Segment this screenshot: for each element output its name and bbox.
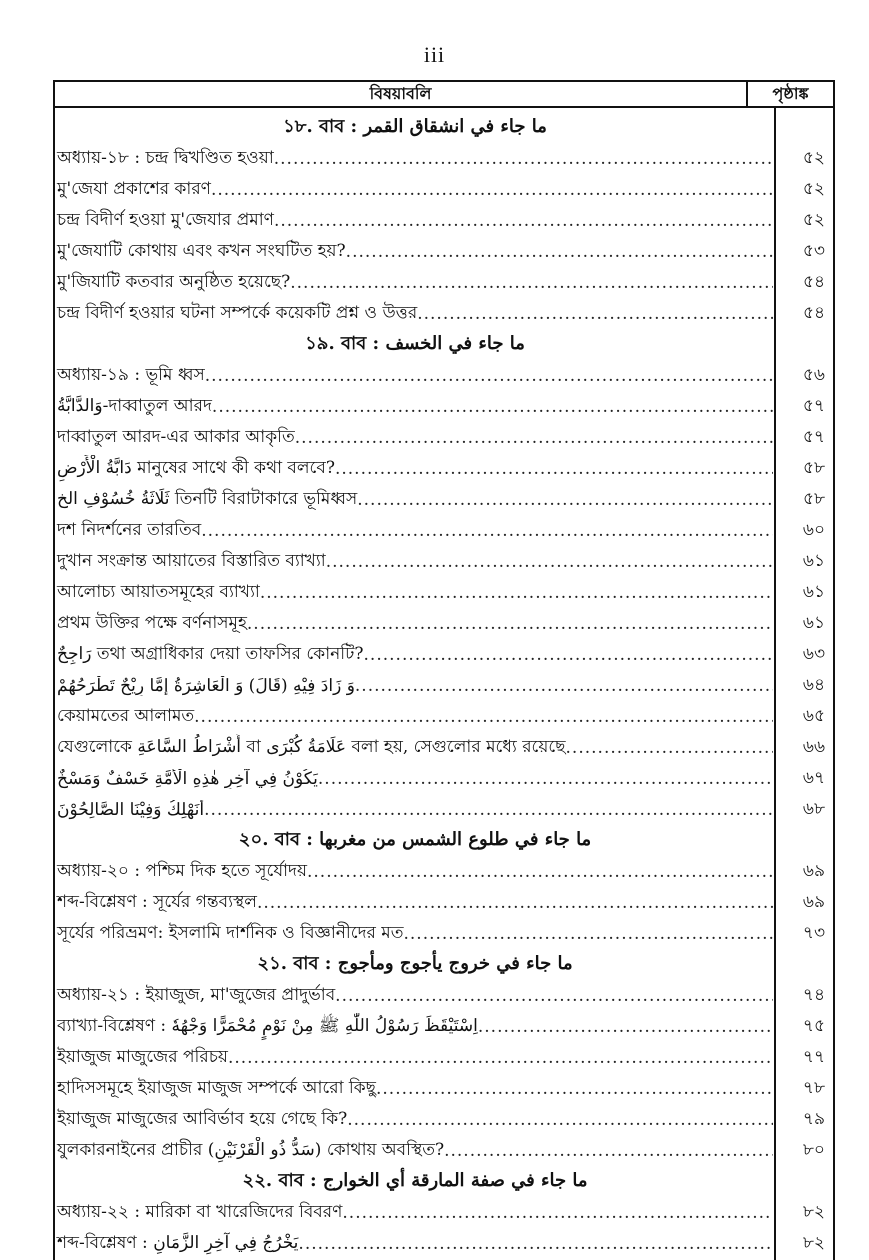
toc-entry <box>55 577 833 608</box>
toc-entry <box>55 980 833 1011</box>
entry-title <box>55 238 773 266</box>
entry-page-number: ৬০ <box>802 519 825 540</box>
leader-dots <box>307 862 773 882</box>
toc-entry <box>55 887 833 918</box>
entry-page-number: ৬১ <box>802 550 825 571</box>
entry-title <box>55 1013 773 1041</box>
entry-page-number: ৫৭ <box>802 395 825 416</box>
entry-text: অধ্যায়-২২ : মারিকা বা খারেজিদের বিবরণ <box>57 1201 343 1222</box>
entry-text: أَنَهْلِكُ وَفِيْنَا الصَّالِحُوْنَ <box>57 799 205 820</box>
toc-entry <box>55 267 833 298</box>
entry-page-number: ৬৫ <box>802 705 825 726</box>
toc-entry <box>55 391 833 422</box>
entry-page-number: ৬৯ <box>802 891 825 912</box>
leader-dots <box>247 614 773 634</box>
leader-dots <box>357 490 773 510</box>
entry-page-number: ৭৪ <box>802 984 825 1005</box>
entry-page-number: ৭৮ <box>802 1077 825 1098</box>
leader-dots <box>326 552 773 572</box>
entry-page-number: ৫৮ <box>802 457 825 478</box>
entry-text: অধ্যায়-২০ : পশ্চিম দিক হতে সূর্যোদয় <box>57 860 307 881</box>
entry-text: মু'জিযাটি কতবার অনুষ্ঠিত হয়েছে? <box>57 271 291 292</box>
entry-text: প্রথম উক্তির পক্ষে বর্ণনাসমূহ <box>57 612 247 633</box>
entry-title <box>55 424 773 452</box>
entry-title <box>55 676 773 696</box>
toc-entry <box>55 360 833 391</box>
toc-header <box>55 82 833 108</box>
entry-text: শব্দ-বিশ্লেষণ : সূর্যের গন্তব্যস্থল <box>57 891 257 912</box>
entry-page-number: ৭৯ <box>802 1108 825 1129</box>
toc-entry <box>55 670 833 701</box>
leader-dots <box>295 428 773 448</box>
leader-dots <box>347 1110 773 1130</box>
entry-page-number: ৭৭ <box>802 1046 825 1067</box>
leader-dots <box>335 459 773 479</box>
entry-page-number: ৬৮ <box>802 798 825 819</box>
entry-text: ২০. বাব : ما جاء في طلوع الشمس من مغربها <box>238 829 592 850</box>
entry-title <box>55 734 773 762</box>
entry-title <box>55 949 773 980</box>
toc-entry <box>55 453 833 484</box>
entry-text: ২২. বাব : ما جاء في صفة المارقة أي الخوارج <box>242 1170 588 1191</box>
leader-dots <box>318 769 773 789</box>
entry-title <box>55 455 773 483</box>
toc-entry <box>55 1197 833 1228</box>
entry-page-number: ৭৫ <box>802 1015 825 1036</box>
toc-entry <box>55 608 833 639</box>
toc-entry <box>55 701 833 732</box>
leader-dots <box>205 366 773 386</box>
toc-entry <box>55 918 833 949</box>
leader-dots <box>342 1203 773 1223</box>
toc-entry <box>55 1135 833 1166</box>
entry-page-number: ৫২ <box>802 209 825 230</box>
toc-entry <box>55 422 833 453</box>
entry-title <box>55 800 773 820</box>
toc-rows <box>55 112 833 1259</box>
entry-title <box>55 1230 773 1258</box>
entry-page-number: ৫৬ <box>802 364 825 385</box>
entry-page-number: ৬৭ <box>802 767 825 788</box>
entry-text: ১৯. বাব : ما جاء في الخسف <box>305 333 525 354</box>
section-heading <box>55 949 833 980</box>
entry-text: দাব্বাতুল আরদ-এর আকার আকৃতি <box>57 426 295 447</box>
leader-dots <box>194 707 773 727</box>
entry-page-number: ৭৩ <box>802 922 825 943</box>
entry-title <box>55 1075 773 1103</box>
entry-page-number: ৫৪ <box>802 302 825 323</box>
entry-page-number: ৬৩ <box>802 643 825 664</box>
toc-entry <box>55 143 833 174</box>
entry-title <box>55 207 773 235</box>
entry-title <box>55 579 773 607</box>
entry-text: হাদিসসমূহে ইয়াজুজ মাজুজ সম্পর্কে আরো কিছু <box>57 1077 376 1098</box>
entry-text: অধ্যায়-২১ : ইয়াজুজ, মা'জুজের প্রাদুর্ভাব <box>57 984 336 1005</box>
entry-text: সূর্যের পরিভ্রমণ: ইসলামি দার্শনিক ও বিজ্ঞানীদের মত <box>57 922 404 943</box>
leader-dots <box>355 676 773 696</box>
entry-page-number: ৮০ <box>802 1139 825 1160</box>
leader-dots <box>417 304 773 324</box>
entry-title <box>55 486 773 514</box>
entry-title <box>55 1106 773 1134</box>
entry-title <box>55 300 773 328</box>
header-subject: বিষয়াবলি <box>55 82 748 106</box>
leader-dots <box>211 180 773 200</box>
table-of-contents <box>53 80 835 1260</box>
entry-page-number: ৬১ <box>802 612 825 633</box>
entry-title <box>55 769 773 789</box>
toc-entry <box>55 732 833 763</box>
entry-text: ইয়াজুজ মাজুজের পরিচয় <box>57 1046 228 1067</box>
toc-entry <box>55 484 833 515</box>
toc-entry <box>55 205 833 236</box>
entry-title <box>55 329 773 360</box>
entry-page-number: ৫২ <box>802 147 825 168</box>
entry-text: ২১. বাব : ما جاء في خروج يأجوج ومأجوج <box>257 953 573 974</box>
entry-page-number: ৮২ <box>802 1201 825 1222</box>
entry-title <box>55 393 773 421</box>
entry-text: অধ্যায়-১৯ : ভূমি ধ্বস <box>57 364 205 385</box>
leader-dots <box>274 211 773 231</box>
entry-text: ১৮. বাব : ما جاء في انشقاق القمر <box>283 116 547 137</box>
leader-dots <box>403 924 773 944</box>
entry-page-number: ৫২ <box>802 178 825 199</box>
leader-dots <box>376 1079 773 1099</box>
entry-page-number: ৬৯ <box>802 860 825 881</box>
entry-page-number: ৫৪ <box>802 271 825 292</box>
entry-title <box>55 1044 773 1072</box>
entry-title <box>55 825 773 856</box>
toc-entry <box>55 515 833 546</box>
toc-entry <box>55 1228 833 1259</box>
entry-title <box>55 269 773 297</box>
toc-entry <box>55 546 833 577</box>
entry-text: মু'জেযা প্রকাশের কারণ <box>57 178 211 199</box>
toc-entry <box>55 794 833 825</box>
leader-dots <box>260 583 773 603</box>
leader-dots <box>290 273 773 293</box>
entry-text: ইয়াজুজ মাজুজের আবির্ভাব হয়ে গেছে কি? <box>57 1108 348 1129</box>
toc-entry <box>55 298 833 329</box>
leader-dots <box>274 149 773 169</box>
entry-text: যুলকারনাইনের প্রাচীর (سَدُّ ذُو الْقَرْنَيْنِ) কোথায় অবস্থিত? <box>57 1139 445 1160</box>
leader-dots <box>228 1048 773 1068</box>
section-heading <box>55 1166 833 1197</box>
entry-page-number: ৮২ <box>802 1232 825 1253</box>
entry-title <box>55 1199 773 1227</box>
entry-page-number: ৫৩ <box>802 240 825 261</box>
entry-text: ثَلَاثَةُ خُسُوْفِ الخ তিনটি বিরাটাকারে ভূমিধ্বস <box>57 488 358 509</box>
entry-page-number: ৬১ <box>802 581 825 602</box>
entry-text: অধ্যায়-১৮ : চন্দ্র দ্বিখণ্ডিত হওয়া <box>57 147 274 168</box>
entry-page-number: ৫৮ <box>802 488 825 509</box>
entry-title <box>55 176 773 204</box>
entry-text: চন্দ্র বিদীর্ণ হওয়ার ঘটনা সম্পর্কে কয়েকটি প্রশ্ন ও উত্তর <box>57 302 418 323</box>
toc-entry <box>55 1104 833 1135</box>
entry-text: শব্দ-বিশ্লেষণ : يَخْرُجُ فِي آخِرِ الزَّمَانِ <box>57 1232 299 1253</box>
entry-title <box>55 889 773 917</box>
entry-text: رَاجِحٌ তথা অগ্রাধিকার দেয়া তাফসির কোনটি? <box>57 643 364 664</box>
entry-title <box>55 362 773 390</box>
entry-title <box>55 112 773 143</box>
toc-entry <box>55 236 833 267</box>
entry-title <box>55 145 773 173</box>
leader-dots <box>478 1017 773 1037</box>
leader-dots <box>298 1234 773 1254</box>
toc-entry <box>55 1073 833 1104</box>
leader-dots <box>204 800 773 820</box>
entry-text: দুখান সংক্রান্ত আয়াতের বিস্তারিত ব্যাখ্যা <box>57 550 326 571</box>
entry-text: দশ নিদর্শনের তারতিব <box>57 519 202 540</box>
entry-title <box>55 548 773 576</box>
entry-title <box>55 641 773 669</box>
page-number: iii <box>423 42 446 67</box>
entry-text: ব্যাখ্যা-বিশ্লেষণ : اِسْتَيْقَظَ رَسُوْلُ اللّٰهِ ﷺ مِنْ نَوْمٍ مُحْمَرًّا وَجْهُهٗ <box>57 1015 478 1036</box>
entry-page-number: ৬৪ <box>802 674 825 695</box>
entry-text: কেয়ামতের আলামত <box>57 705 195 726</box>
entry-text: যেগুলোকে أَشْرَاطُ السَّاعَةِ বা عَلَامَةُ كُبْرَى বলা হয়, সেগুলোর মধ্যে রয়েছে <box>57 736 566 757</box>
entry-title <box>55 703 773 731</box>
entry-title <box>55 858 773 886</box>
entry-text: وَالدَّابَّةُ-দাব্বাতুল আরদ <box>57 395 212 416</box>
entry-text: মু'জেযাটি কোথায় এবং কখন সংঘটিত হয়? <box>57 240 346 261</box>
entry-title <box>55 517 773 545</box>
toc-entry <box>55 856 833 887</box>
entry-title <box>55 1137 773 1165</box>
section-heading <box>55 112 833 143</box>
entry-text: আলোচ্য আয়াতসমূহের ব্যাখ্যা <box>57 581 260 602</box>
leader-dots <box>257 893 773 913</box>
entry-page-number: ৫৭ <box>802 426 825 447</box>
entry-title <box>55 610 773 638</box>
leader-dots <box>212 397 773 417</box>
leader-dots <box>346 242 773 262</box>
leader-dots <box>444 1141 773 1161</box>
toc-entry <box>55 174 833 205</box>
entry-text: يَكُوْنُ فِي آخِرِ هٰذِهِ الْأُمَّةِ خَسْفٌ وَمَسْخٌ <box>57 768 318 789</box>
entry-page-number: ৬৬ <box>802 736 825 757</box>
leader-dots <box>566 738 773 758</box>
entry-title <box>55 1166 773 1197</box>
entry-title <box>55 982 773 1010</box>
toc-entry <box>55 1011 833 1042</box>
leader-dots <box>201 521 773 541</box>
header-page: পৃষ্ঠাঙ্ক <box>772 84 809 103</box>
section-heading <box>55 329 833 360</box>
section-heading <box>55 825 833 856</box>
toc-entry <box>55 1042 833 1073</box>
toc-entry <box>55 763 833 794</box>
entry-title <box>55 920 773 948</box>
entry-text: دَابَّةُ الْأَرْضِ মানুষের সাথে কী কথা বলবে? <box>57 457 335 478</box>
leader-dots <box>335 986 773 1006</box>
entry-text: وَ زَادَ فِيْهِ (قَالَ) وَ الْعَاشِرَةُ إِمَّا رِيْحٌ تَطْرَحُهُمْ <box>57 675 355 696</box>
toc-entry <box>55 639 833 670</box>
entry-text: চন্দ্র বিদীর্ণ হওয়া মু'জেযার প্রমাণ <box>57 209 274 230</box>
leader-dots <box>364 645 773 665</box>
